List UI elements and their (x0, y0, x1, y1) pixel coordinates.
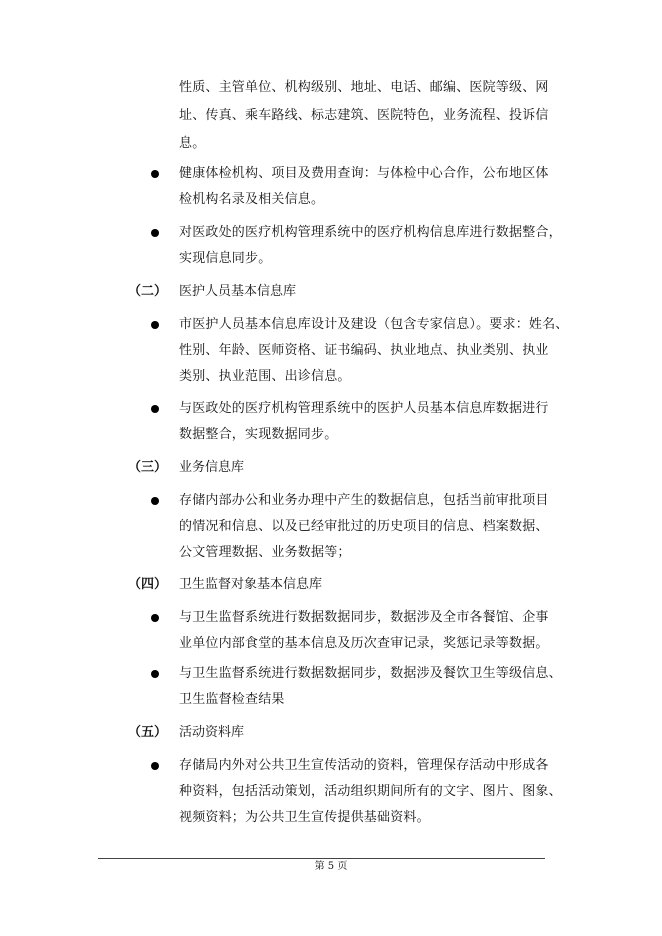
text-line: 视频资料；为公共卫生宣传提供基础资料。 (179, 810, 430, 825)
section-title: 业务信息库 (179, 460, 245, 475)
section-number: （三） (128, 460, 168, 475)
footer-divider (98, 858, 545, 859)
bullet-icon (151, 170, 159, 178)
text-line: 的情况和信息、以及已经审批过的历史项目的信息、档案数据、 (179, 519, 549, 534)
section-title: 活动资料库 (179, 725, 245, 740)
page-number: 第 5 页 (314, 861, 348, 872)
text-line: 公文管理数据、业务数据等； (179, 545, 351, 560)
text-line: 息。 (179, 136, 206, 151)
text-line: 健康体检机构、项目及费用查询：与体检中心合作，公布地区体 (179, 166, 549, 181)
section-title: 卫生监督对象基本信息库 (179, 577, 323, 592)
text-line: 性质、主管单位、机构级别、地址、电话、邮编、医院等级、网 (179, 80, 549, 95)
text-line: 与卫生监督系统进行数据数据同步，数据涉及餐饮卫生等级信息、 (179, 666, 562, 681)
text-line: 业单位内部食堂的基本信息及历次查审记录，奖惩记录等数据。 (179, 636, 549, 651)
text-line: 对医政处的医疗机构管理系统中的医疗机构信息库进行数据整合， (179, 225, 562, 240)
bullet-icon (151, 321, 159, 329)
section-number: （二） (128, 284, 168, 299)
text-line: 卫生监督检查结果 (179, 692, 285, 707)
bullet-icon (151, 229, 159, 237)
text-line: 类别、执业范围、出诊信息。 (179, 369, 351, 384)
text-line: 数据整合，实现数据同步。 (179, 427, 338, 442)
bullet-icon (151, 614, 159, 622)
section-number: （四） (128, 577, 168, 592)
text-line: 与卫生监督系统进行数据数据同步，数据涉及全市各餐馆、企事 (179, 610, 549, 625)
text-line: 检机构名录及相关信息。 (179, 192, 325, 207)
section-title: 医护人员基本信息库 (179, 284, 297, 299)
text-line: 市医护人员基本信息库设计及建设（包含专家信息）。要求：姓名、 (179, 317, 569, 332)
text-line: 与医政处的医疗机构管理系统中的医护人员基本信息库数据进行 (179, 401, 549, 416)
bullet-icon (151, 497, 159, 505)
bullet-icon (151, 405, 159, 413)
bullet-icon (151, 670, 159, 678)
text-line: 性别、年龄、医师资格、证书编码、执业地点、执业类别、执业 (179, 343, 549, 358)
bullet-icon (151, 762, 159, 770)
text-line: 存储内部办公和业务办理中产生的数据信息，包括当前审批项目 (179, 493, 549, 508)
section-number: （五） (128, 725, 168, 740)
text-line: 种资料，包括活动策划，活动组织期间所有的文字、图片、图象、 (179, 784, 562, 799)
text-line: 址、传真、乘车路线、标志建筑、医院特色，业务流程、投诉信 (179, 108, 549, 123)
text-line: 存储局内外对公共卫生宣传活动的资料，管理保存活动中形成各 (179, 758, 549, 773)
text-line: 实现信息同步。 (179, 251, 272, 266)
